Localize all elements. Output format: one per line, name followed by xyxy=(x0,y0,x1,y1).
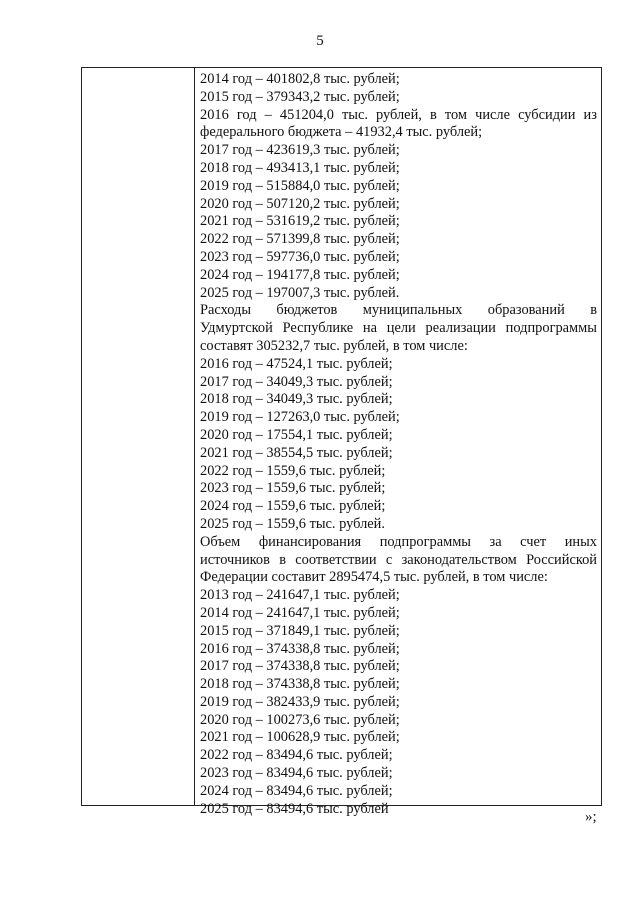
municipal-year-line: 2022 год – 1559,6 тыс. рублей; xyxy=(200,462,386,479)
municipal-year-line: 2021 год – 38554,5 тыс. рублей; xyxy=(200,444,393,461)
word: тыс. xyxy=(341,106,368,123)
municipal-year-line: 2019 год – 127263,0 тыс. рублей; xyxy=(200,409,400,426)
budget-year-line: 2019 год – 515884,0 тыс. рублей; xyxy=(200,177,400,194)
budget-year-line-2016 xyxy=(200,107,597,125)
word: в xyxy=(279,551,286,568)
financing-table xyxy=(81,67,602,817)
word: муниципальных xyxy=(362,302,463,319)
other-sources-year-line: 2025 год – 83494,6 тыс. рублей xyxy=(200,800,389,817)
other-sources-year-line: 2020 год – 100273,6 тыс. рублей; xyxy=(200,711,400,728)
budget-year-line: 2017 год – 423619,3 тыс. рублей; xyxy=(200,142,400,159)
table-right-cell xyxy=(200,71,597,818)
other-sources-year-line: 2016 год – 374338,8 тыс. рублей; xyxy=(200,640,400,657)
word: Удмуртской xyxy=(200,320,273,337)
word: – xyxy=(264,106,272,123)
word: реализации xyxy=(425,320,496,337)
word: с xyxy=(385,551,393,568)
word: образований xyxy=(487,302,565,319)
word: в xyxy=(590,302,597,319)
budget-year-line: 2024 год – 194177,8 тыс. рублей; xyxy=(200,266,400,283)
other-sources-year-line: 2013 год – 241647,1 тыс. рублей; xyxy=(200,587,400,604)
municipal-year-line: 2017 год – 34049,3 тыс. рублей; xyxy=(200,373,393,390)
word: подпрограммы xyxy=(379,533,471,550)
column-divider xyxy=(194,68,195,805)
other-sources-year-line: 2022 год – 83494,6 тыс. рублей; xyxy=(200,747,393,764)
word: цели xyxy=(386,320,416,337)
other-sources-year-line: 2023 год – 83494,6 тыс. рублей; xyxy=(200,765,393,782)
budget-year-line: 2021 год – 531619,2 тыс. рублей; xyxy=(200,213,400,230)
budget-year-line: 2020 год – 507120,2 тыс. рублей; xyxy=(200,195,400,212)
other-sources-year-line: 2021 год – 100628,9 тыс. рублей; xyxy=(200,729,400,746)
budget-year-line: 2018 год – 493413,1 тыс. рублей; xyxy=(200,159,400,176)
word: год xyxy=(236,106,257,123)
word: числе xyxy=(475,106,510,123)
municipal-intro-line: составят 305232,7 тыс. рублей, в том числе: xyxy=(200,337,468,354)
word: подпрограммы xyxy=(505,320,597,337)
budget-year-line: 2015 год – 379343,2 тыс. рублей; xyxy=(200,88,400,105)
municipal-year-line: 2023 год – 1559,6 тыс. рублей; xyxy=(200,480,386,497)
municipal-intro-line xyxy=(200,320,597,338)
word: 451204,0 xyxy=(279,106,334,123)
other-sources-year-line: 2024 год – 83494,6 тыс. рублей; xyxy=(200,782,393,799)
word: в xyxy=(429,106,437,123)
word: счет xyxy=(520,533,547,550)
budget-year-line: федерального бюджета – 41932,4 тыс. рублей; xyxy=(200,124,483,141)
other-sources-intro-line xyxy=(200,534,597,552)
budget-year-line: 2025 год – 197007,3 тыс. рублей. xyxy=(200,284,400,301)
word: субсидии xyxy=(518,106,576,123)
other-sources-year-line: 2018 год – 374338,8 тыс. рублей; xyxy=(200,676,400,693)
word: соответствии xyxy=(295,551,377,568)
word: бюджетов xyxy=(276,302,338,319)
word: том xyxy=(444,106,467,123)
municipal-year-line: 2016 год – 47524,1 тыс. рублей; xyxy=(200,355,393,372)
other-sources-year-line: 2014 год – 241647,1 тыс. рублей; xyxy=(200,604,400,621)
word: иных xyxy=(564,533,597,550)
other-sources-intro-line: Федерации составит 2895474,5 тыс. рублей, в том числе: xyxy=(200,569,548,586)
table-left-cell xyxy=(82,68,194,805)
word: Российской xyxy=(526,551,597,568)
budget-year-line: 2014 год – 401802,8 тыс. рублей; xyxy=(200,71,400,87)
word: из xyxy=(583,106,597,123)
municipal-year-line: 2025 год – 1559,6 тыс. рублей. xyxy=(200,515,385,532)
municipal-year-line: 2018 год – 34049,3 тыс. рублей; xyxy=(200,391,393,408)
word: законодательством xyxy=(401,551,517,568)
word: 2016 xyxy=(200,106,229,123)
word: рублей, xyxy=(376,106,422,123)
closing-quote-mark: »; xyxy=(585,809,597,825)
municipal-year-line: 2020 год – 17554,1 тыс. рублей; xyxy=(200,426,393,443)
word: Объем xyxy=(200,533,241,550)
word: на xyxy=(362,320,377,337)
word: Расходы xyxy=(200,302,252,319)
page-number: 5 xyxy=(316,33,324,49)
word: источников xyxy=(200,551,270,568)
other-sources-year-line: 2017 год – 374338,8 тыс. рублей; xyxy=(200,658,400,675)
other-sources-year-line: 2019 год – 382433,9 тыс. рублей; xyxy=(200,693,400,710)
municipal-year-line: 2024 год – 1559,6 тыс. рублей; xyxy=(200,498,386,515)
word: Республике xyxy=(282,320,354,337)
other-sources-intro-line xyxy=(200,552,597,570)
budget-year-line: 2022 год – 571399,8 тыс. рублей; xyxy=(200,231,400,248)
budget-year-line: 2023 год – 597736,0 тыс. рублей; xyxy=(200,248,400,265)
word: финансирования xyxy=(258,533,362,550)
other-sources-year-line: 2015 год – 371849,1 тыс. рублей; xyxy=(200,622,400,639)
word: за xyxy=(489,533,502,550)
municipal-intro-line xyxy=(200,302,597,320)
